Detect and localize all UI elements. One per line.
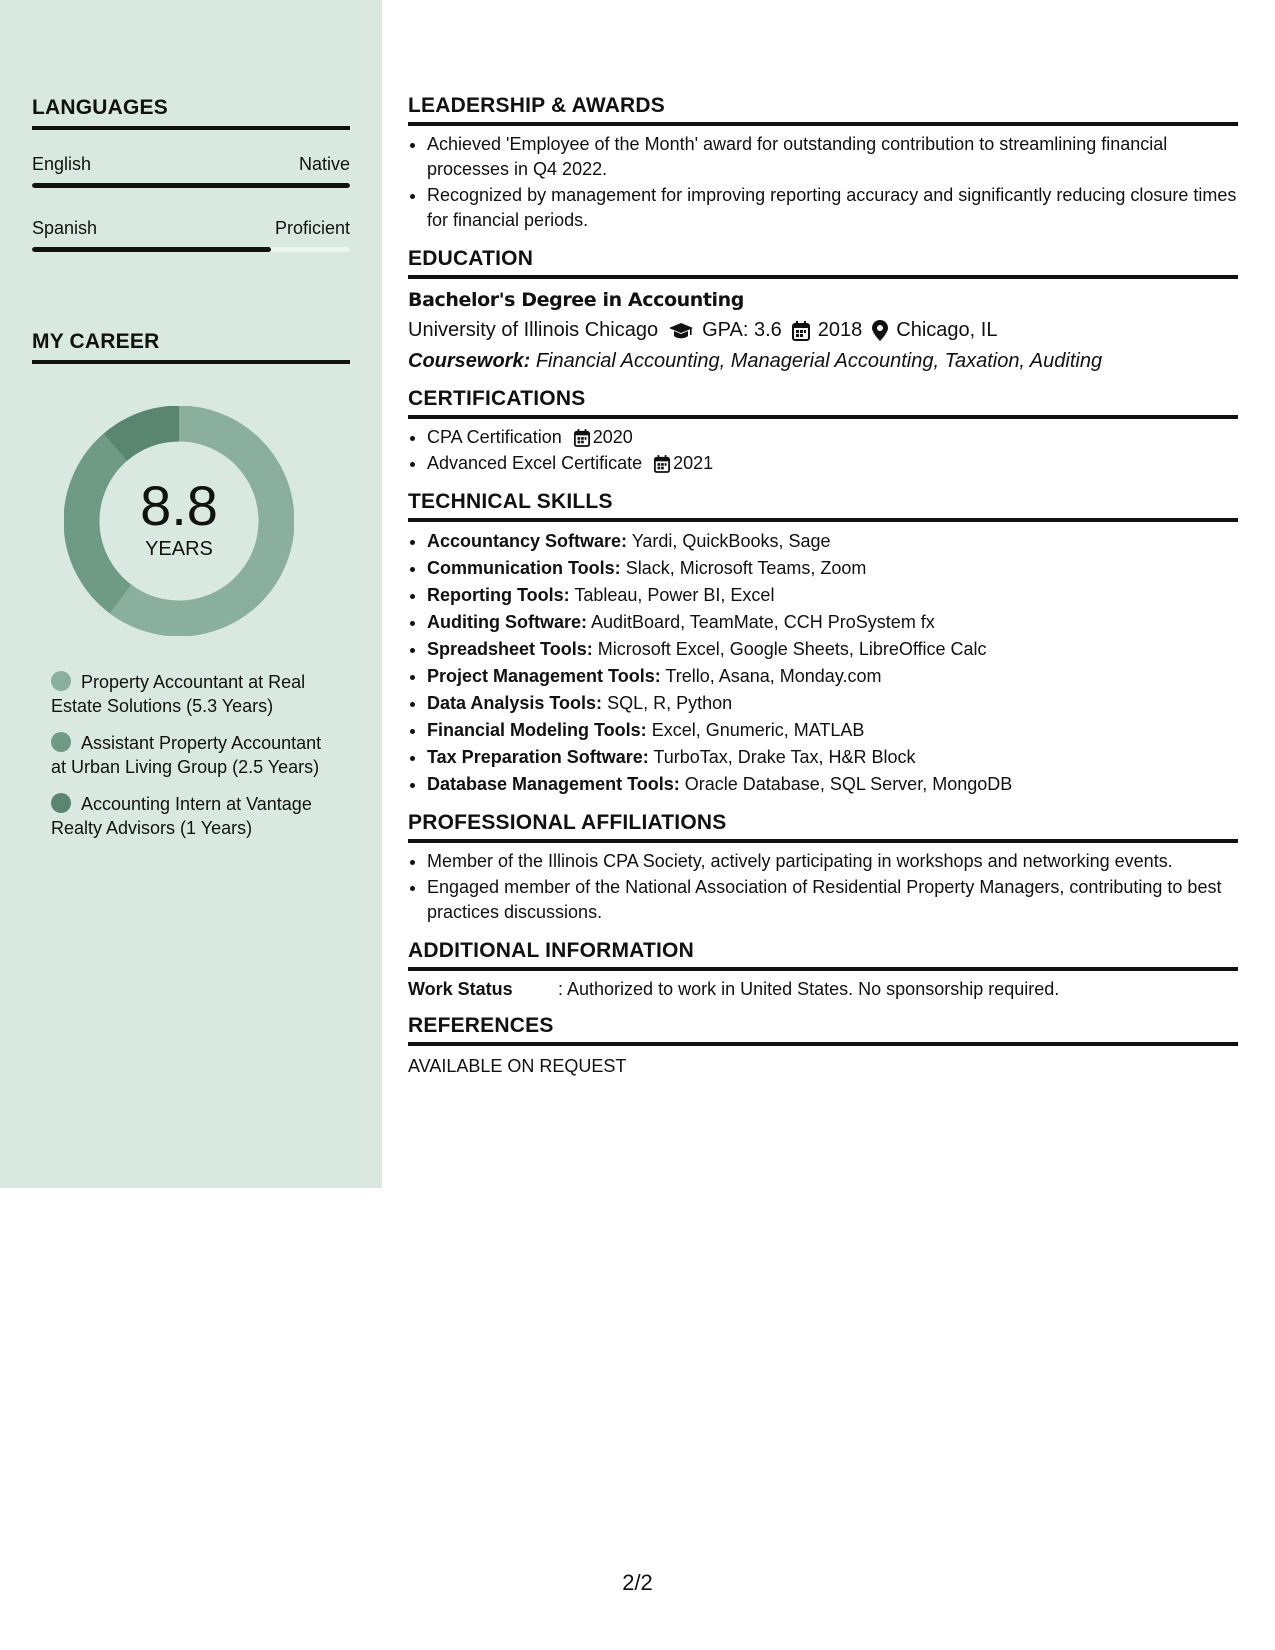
section-heading: PROFESSIONAL AFFILIATIONS bbox=[408, 811, 1238, 843]
graduation-year: 2018 bbox=[817, 319, 863, 341]
legend-dot bbox=[51, 671, 71, 691]
skill-label: Database Management Tools: bbox=[427, 774, 680, 794]
affiliations-section bbox=[408, 811, 1238, 925]
certification-name: • Advanced Excel Certificate bbox=[427, 453, 643, 473]
list-item: • Member of the Illinois CPA Society, actively participating in workshops and networking events. bbox=[427, 849, 1238, 874]
skill-item bbox=[427, 609, 1238, 635]
career-legend-label: Assistant Property Accountant at Urban Living Group (2.5 Years) bbox=[51, 733, 322, 777]
language-level: Proficient bbox=[274, 218, 350, 238]
skill-label: Tax Preparation Software: bbox=[427, 747, 649, 767]
career-total-unit: YEARS bbox=[145, 537, 213, 560]
language-name: English bbox=[32, 154, 92, 174]
skill-item bbox=[427, 744, 1238, 770]
calendar-icon bbox=[654, 455, 670, 473]
section-heading: CERTIFICATIONS bbox=[408, 387, 1238, 419]
skill-value: Yardi, QuickBooks, Sage bbox=[631, 531, 831, 551]
skill-label: Financial Modeling Tools: bbox=[427, 720, 647, 740]
main-content bbox=[408, 94, 1238, 1091]
language-proficiency-bar bbox=[32, 183, 350, 188]
skill-label: Spreadsheet Tools: bbox=[427, 639, 593, 659]
certification-year: 2021 bbox=[673, 453, 714, 473]
certification-name: • CPA Certification bbox=[427, 427, 562, 447]
skill-value: AuditBoard, TeamMate, CCH ProSystem fx bbox=[591, 612, 935, 632]
section-heading: LEADERSHIP & AWARDS bbox=[408, 94, 1238, 126]
language-name: Spanish bbox=[32, 218, 98, 238]
skills-section bbox=[408, 490, 1238, 797]
page-number: 2/2 bbox=[622, 1570, 653, 1595]
certification bbox=[427, 425, 1238, 450]
education-details bbox=[408, 319, 1238, 342]
skill-label: Communication Tools: bbox=[427, 558, 621, 578]
skill-item bbox=[427, 771, 1238, 797]
skill-value: Trello, Asana, Monday.com bbox=[665, 666, 882, 686]
career-legend-item bbox=[51, 792, 331, 840]
language-english bbox=[32, 154, 350, 188]
leadership-list bbox=[408, 132, 1238, 233]
career-legend-item bbox=[51, 731, 331, 779]
education-section bbox=[408, 247, 1238, 373]
language-row bbox=[32, 218, 350, 239]
languages-heading: LANGUAGES bbox=[32, 96, 350, 130]
language-level: Native bbox=[298, 154, 350, 174]
language-proficiency-fill bbox=[32, 247, 271, 252]
certifications-section bbox=[408, 387, 1238, 476]
certification-year: 2020 bbox=[592, 427, 633, 447]
certifications-list bbox=[408, 425, 1238, 476]
calendar-icon bbox=[574, 429, 590, 447]
certification bbox=[427, 451, 1238, 476]
skill-label: Reporting Tools: bbox=[427, 585, 570, 605]
skill-label: Auditing Software: bbox=[427, 612, 587, 632]
section-heading: REFERENCES bbox=[408, 1014, 1238, 1046]
coursework bbox=[408, 350, 1238, 373]
career-legend-label: Property Accountant at Real Estate Solutions (5.3 Years) bbox=[51, 672, 306, 716]
coursework-label: Coursework: bbox=[408, 350, 531, 372]
skill-item bbox=[427, 717, 1238, 743]
school-name: University of Illinois Chicago bbox=[408, 319, 659, 341]
skill-label: Data Analysis Tools: bbox=[427, 693, 603, 713]
career-total-years: 8.8 bbox=[140, 473, 218, 537]
list-item: • Engaged member of the National Association of Residential Property Managers, contributing to best practices discussions. bbox=[427, 875, 1238, 925]
skill-label: Accountancy Software: bbox=[427, 531, 628, 551]
graduation-cap-icon bbox=[668, 322, 694, 340]
leadership-section bbox=[408, 94, 1238, 233]
degree-title: Bachelor's Degree in Accounting bbox=[408, 289, 744, 311]
list-item: • Recognized by management for improving reporting accuracy and significantly reducing closure times for financial periods. bbox=[427, 183, 1238, 233]
section-heading: EDUCATION bbox=[408, 247, 1238, 279]
list-item: • Achieved 'Employee of the Month' award for outstanding contribution to streamlining financial processes in Q4 2022. bbox=[427, 132, 1238, 182]
skill-value: Oracle Database, SQL Server, MongoDB bbox=[684, 774, 1013, 794]
skill-item bbox=[427, 555, 1238, 581]
skill-value: SQL, R, Python bbox=[607, 693, 733, 713]
skill-value: Excel, Gnumeric, MATLAB bbox=[651, 720, 865, 740]
career-legend bbox=[32, 670, 331, 840]
references-section bbox=[408, 1014, 1238, 1077]
skill-value: Microsoft Excel, Google Sheets, LibreOffice Calc bbox=[597, 639, 987, 659]
language-proficiency-fill bbox=[32, 183, 350, 188]
career-donut-chart bbox=[64, 406, 294, 636]
skill-value: Slack, Microsoft Teams, Zoom bbox=[625, 558, 867, 578]
list-item bbox=[427, 425, 1238, 450]
gpa: GPA: 3.6 bbox=[702, 319, 782, 341]
career-legend-label: Accounting Intern at Vantage Realty Advisors (1 Years) bbox=[51, 794, 312, 838]
section-heading: ADDITIONAL INFORMATION bbox=[408, 939, 1238, 971]
language-spanish bbox=[32, 218, 350, 252]
career-heading: MY CAREER bbox=[32, 330, 350, 364]
skills-list bbox=[408, 528, 1238, 797]
skill-item bbox=[427, 690, 1238, 716]
skill-value: TurboTax, Drake Tax, H&R Block bbox=[653, 747, 916, 767]
skill-label: Project Management Tools: bbox=[427, 666, 661, 686]
skill-item bbox=[427, 582, 1238, 608]
language-proficiency-bar bbox=[32, 247, 350, 252]
section-heading: TECHNICAL SKILLS bbox=[408, 490, 1238, 522]
affiliations-list bbox=[408, 849, 1238, 925]
additional-info-section bbox=[408, 939, 1238, 1000]
donut-center bbox=[64, 406, 294, 636]
career-legend-item bbox=[51, 670, 331, 718]
sidebar bbox=[0, 0, 382, 1188]
list-item bbox=[427, 451, 1238, 476]
language-row bbox=[32, 154, 350, 175]
skill-value: Tableau, Power BI, Excel bbox=[574, 585, 775, 605]
skill-item bbox=[427, 663, 1238, 689]
coursework-list: Financial Accounting, Managerial Accounting, Taxation, Auditing bbox=[535, 350, 1103, 372]
sidebar-content bbox=[32, 96, 350, 853]
work-status-label: Work Status bbox=[408, 979, 513, 999]
legend-dot bbox=[51, 732, 71, 752]
location-pin-icon bbox=[872, 320, 888, 341]
education-location: Chicago, IL bbox=[896, 319, 998, 341]
work-status-value: : Authorized to work in United States. No sponsorship required. bbox=[558, 979, 1060, 999]
references-text: AVAILABLE ON REQUEST bbox=[408, 1056, 627, 1076]
skill-item bbox=[427, 636, 1238, 662]
calendar-icon bbox=[792, 321, 810, 341]
skill-item bbox=[427, 528, 1238, 554]
legend-dot bbox=[51, 793, 71, 813]
work-status-row bbox=[408, 979, 1238, 1000]
